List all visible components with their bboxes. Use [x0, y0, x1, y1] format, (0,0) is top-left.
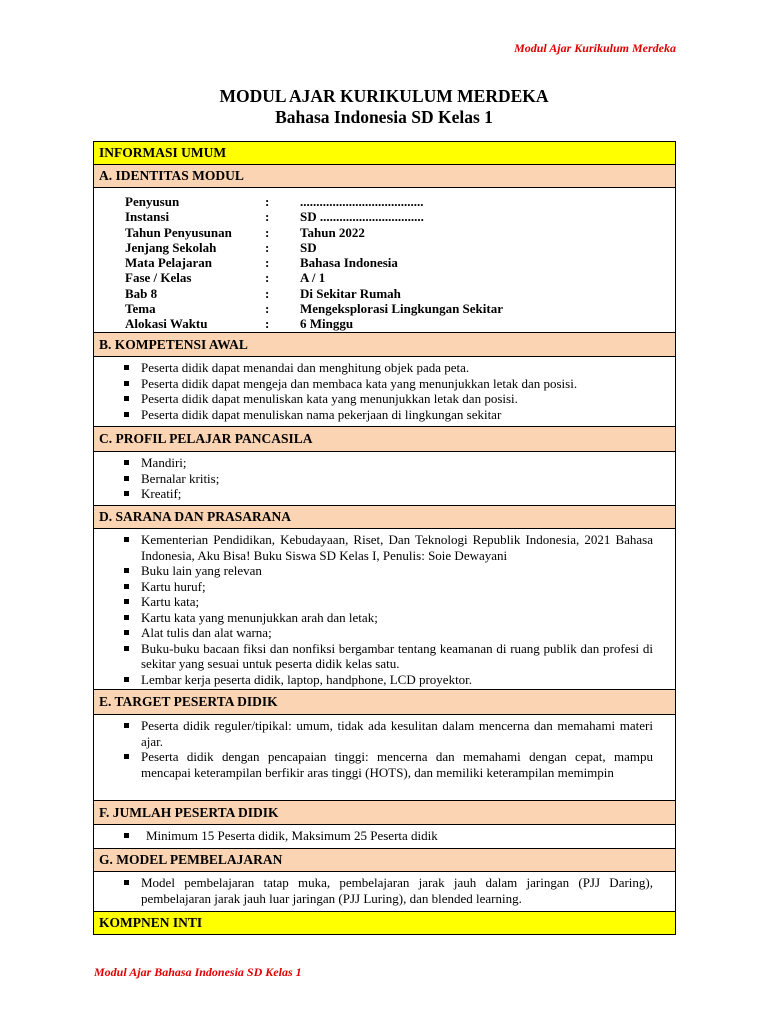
kompetensi-item: Peserta didik dapat menuliskan nama pekerjaan di lingkungan sekitar	[122, 407, 653, 423]
identity-colon: :	[265, 270, 270, 286]
identity-value: Bahasa Indonesia	[300, 255, 398, 271]
sarana-content	[94, 528, 675, 689]
identity-value: ......................................	[300, 194, 424, 209]
sarana-item: Alat tulis dan alat warna;	[122, 625, 653, 641]
title-line-2: Bahasa Indonesia SD Kelas 1	[275, 107, 493, 127]
profil-items	[94, 452, 675, 502]
document-title	[0, 86, 768, 128]
identity-row	[94, 270, 675, 285]
kompetensi-item: Peserta didik dapat menuliskan kata yang menunjukkan letak dan posisi.	[122, 391, 653, 407]
sarana-item: Buku-buku bacaan fiksi dan nonfiksi bergambar tentang keamanan di ruang publik dan profesi di sekitar yang sesuai untuk peserta didik kelas satu.	[122, 641, 653, 672]
identity-label: Jenjang Sekolah	[125, 239, 217, 255]
identity-block	[94, 187, 675, 332]
identity-value: SD	[300, 239, 317, 255]
identity-value: Tahun 2022	[300, 224, 365, 240]
identity-value: Di Sekitar Rumah	[300, 285, 401, 301]
identity-colon: :	[265, 316, 270, 332]
sarana-item: Lembar kerja peserta didik, laptop, handphone, LCD proyektor.	[122, 672, 653, 688]
identity-row	[94, 255, 675, 270]
identity-label: Mata Pelajaran	[125, 255, 213, 271]
identity-colon: :	[265, 285, 270, 301]
identity-label: Fase / Kelas	[125, 270, 192, 286]
sarana-item: Buku lain yang relevan	[122, 563, 653, 579]
section-target-peserta: E. TARGET PESERTA DIDIK	[94, 689, 675, 714]
section-jumlah-peserta: F. JUMLAH PESERTA DIDIK	[94, 800, 675, 824]
identity-row	[94, 301, 675, 316]
identity-row	[94, 194, 675, 209]
model-items	[94, 872, 675, 906]
target-item: Peserta didik dengan pencapaian tinggi: mencerna dan memahami dengan cepat, mampu mencapai keterampilan berfikir aras tinggi (HOTS), dan memiliki keterampilan memimpin	[122, 749, 653, 780]
identity-label: Instansi	[125, 209, 170, 225]
identity-row	[94, 225, 675, 240]
model-content	[94, 871, 675, 911]
identity-row	[94, 286, 675, 301]
profil-item: Bernalar kritis;	[122, 471, 653, 487]
jumlah-content	[94, 824, 675, 848]
section-komponen-inti: KOMPNEN INTI	[94, 911, 675, 934]
identity-label: Penyusun	[125, 194, 180, 209]
model-item: Model pembelajaran tatap muka, pembelajaran jarak jauh dalam jaringan (PJJ Daring), pembelajaran jarak jauh luar jaringan (PJJ Luring), dan blended learning.	[122, 875, 653, 906]
profil-item: Kreatif;	[122, 486, 653, 502]
title-line-1: MODUL AJAR KURIKULUM MERDEKA	[219, 86, 549, 106]
identity-colon: :	[265, 224, 270, 240]
sarana-item: Kartu kata yang menunjukkan arah dan letak;	[122, 610, 653, 626]
identity-label: Alokasi Waktu	[125, 316, 208, 332]
kompetensi-items	[94, 357, 675, 422]
identity-value: Mengeksplorasi Lingkungan Sekitar	[300, 301, 503, 317]
profil-content	[94, 451, 675, 505]
section-profil-pelajar: C. PROFIL PELAJAR PANCASILA	[94, 426, 675, 451]
sarana-item: Kartu kata;	[122, 594, 653, 610]
kompetensi-content	[94, 356, 675, 426]
jumlah-items	[94, 825, 675, 844]
identity-row	[94, 316, 675, 331]
identity-colon: :	[265, 239, 270, 255]
identity-value: A / 1	[300, 270, 326, 286]
jumlah-item: Minimum 15 Peserta didik, Maksimum 25 Peserta didik	[122, 828, 653, 844]
sarana-items	[94, 529, 675, 687]
target-item: Peserta didik reguler/tipikal: umum, tidak ada kesulitan dalam mencerna dan memahami materi ajar.	[122, 718, 653, 749]
sarana-item: Kartu huruf;	[122, 579, 653, 595]
identity-colon: :	[265, 194, 270, 209]
target-items	[94, 715, 675, 780]
running-header: Modul Ajar Kurikulum Merdeka	[514, 41, 676, 55]
identity-row	[94, 209, 675, 224]
sarana-item: Kementerian Pendidikan, Kebudayaan, Riset, Dan Teknologi Republik Indonesia, 2021 Bahasa Indonesia, Aku Bisa! Buku Siswa SD Kelas I, Penulis: Soie Dewayani	[122, 532, 653, 563]
identity-label: Tahun Penyusunan	[125, 224, 232, 240]
section-informasi-umum: INFORMASI UMUM	[94, 142, 675, 164]
identity-colon: :	[265, 301, 270, 317]
identity-label: Tema	[125, 301, 156, 317]
running-footer: Modul Ajar Bahasa Indonesia SD Kelas 1	[94, 965, 302, 979]
section-identitas-modul: A. IDENTITAS MODUL	[94, 164, 675, 187]
section-sarana-prasarana: D. SARANA DAN PRASARANA	[94, 505, 675, 528]
profil-item: Mandiri;	[122, 455, 653, 471]
section-model-pembelajaran: G. MODEL PEMBELAJARAN	[94, 848, 675, 871]
identity-label: Bab 8	[125, 285, 158, 301]
section-kompetensi-awal: B. KOMPETENSI AWAL	[94, 332, 675, 356]
identity-value: 6 Minggu	[300, 316, 354, 332]
kompetensi-item: Peserta didik dapat mengeja dan membaca kata yang menunjukkan letak dan posisi.	[122, 376, 653, 392]
kompetensi-item: Peserta didik dapat menandai dan menghitung objek pada peta.	[122, 360, 653, 376]
module-table	[93, 141, 676, 935]
identity-colon: :	[265, 209, 270, 225]
identity-row	[94, 240, 675, 255]
identity-value: SD ................................	[300, 209, 424, 225]
target-content	[94, 714, 675, 800]
identity-colon: :	[265, 255, 270, 271]
